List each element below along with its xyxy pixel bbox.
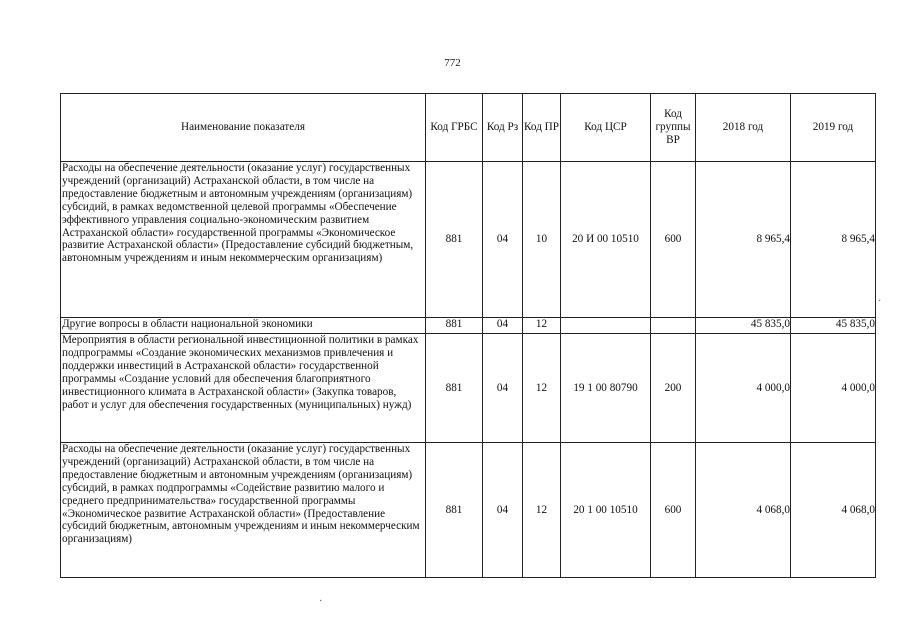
row-rz-code: 04 (483, 162, 523, 318)
row-grbs-code: 881 (426, 162, 483, 318)
row-amount-2018: 4 068,0 (696, 443, 791, 578)
row-indicator-name: Расходы на обеспечение деятельности (оказание услуг) государственных учреждений (организаций) Астраханской области, в том числе на предоставление бюджетным и автономным учреждениям (организациям) субсидий, в рамках ведомственной целевой программы «Обеспечение эффективного управления социально-экономическим развитием Астраханской области» государственной программы «Экономическое развитие Астраханской области» (Предоставление субсидий бюджетным, автономным учреждениям и иным некоммерческим организациям) (61, 162, 426, 318)
header-grbs-code: Код ГРБС (426, 94, 483, 162)
row-pr-code: 12 (523, 318, 561, 334)
scan-speck: · (319, 596, 323, 607)
row-indicator-name: Мероприятия в области региональной инвестиционной политики в рамках подпрограммы «Создание экономических механизмов привлечения и поддержки инвестиций в Астраханской области» государственной программы «Создание условий для обеспечения благоприятного инвестиционного климата в Астраханской области» (Закупка товаров, работ и услуг для обеспечения государственных (муниципальных) нужд) (61, 334, 426, 443)
table-header-row (61, 94, 876, 162)
row-rz-code: 04 (483, 334, 523, 443)
row-amount-2019: 4 068,0 (791, 443, 876, 578)
table-row (61, 334, 876, 443)
row-csr-code: 20 И 00 10510 (561, 162, 651, 318)
row-grbs-code: 881 (426, 443, 483, 578)
row-csr-code: 20 1 00 10510 (561, 443, 651, 578)
row-amount-2018: 8 965,4 (696, 162, 791, 318)
header-vr-group-code: Код группы ВР (651, 94, 696, 162)
table-row (61, 443, 876, 578)
row-csr-code: 19 1 00 80790 (561, 334, 651, 443)
header-year-2019: 2019 год (791, 94, 876, 162)
row-vr-code: 200 (651, 334, 696, 443)
row-indicator-name: Другие вопросы в области национальной экономики (61, 318, 426, 334)
header-csr-code: Код ЦСР (561, 94, 651, 162)
row-amount-2019: 4 000,0 (791, 334, 876, 443)
table-row (61, 318, 876, 334)
row-grbs-code: 881 (426, 318, 483, 334)
row-amount-2018: 4 000,0 (696, 334, 791, 443)
row-rz-code: 04 (483, 443, 523, 578)
row-rz-code: 04 (483, 318, 523, 334)
header-indicator-name: Наименование показателя (61, 94, 426, 162)
page-number: 772 (444, 57, 461, 69)
row-pr-code: 10 (523, 162, 561, 318)
row-grbs-code: 881 (426, 334, 483, 443)
scan-speck: · (878, 296, 882, 307)
row-amount-2019: 45 835,0 (791, 318, 876, 334)
row-indicator-name: Расходы на обеспечение деятельности (оказание услуг) государственных учреждений (организаций) Астраханской области, в том числе на предоставление бюджетным и автономным учреждениям (организациям) субсидий, в рамках подпрограммы «Содействие развитию малого и среднего предпринимательства» государственной программы «Экономическое развитие Астраханской области» (Предоставление субсидий бюджетным, автономным учреждениям и иным некоммерческим организациям) (61, 443, 426, 578)
row-amount-2018: 45 835,0 (696, 318, 791, 334)
row-pr-code: 12 (523, 334, 561, 443)
row-pr-code: 12 (523, 443, 561, 578)
table-row (61, 162, 876, 318)
row-csr-code (561, 318, 651, 334)
row-vr-code (651, 318, 696, 334)
row-amount-2019: 8 965,4 (791, 162, 876, 318)
header-year-2018: 2018 год (696, 94, 791, 162)
row-vr-code: 600 (651, 443, 696, 578)
row-vr-code: 600 (651, 162, 696, 318)
header-pr-code: Код ПР (523, 94, 561, 162)
budget-table (60, 93, 876, 578)
header-rz-code: Код Рз (483, 94, 523, 162)
